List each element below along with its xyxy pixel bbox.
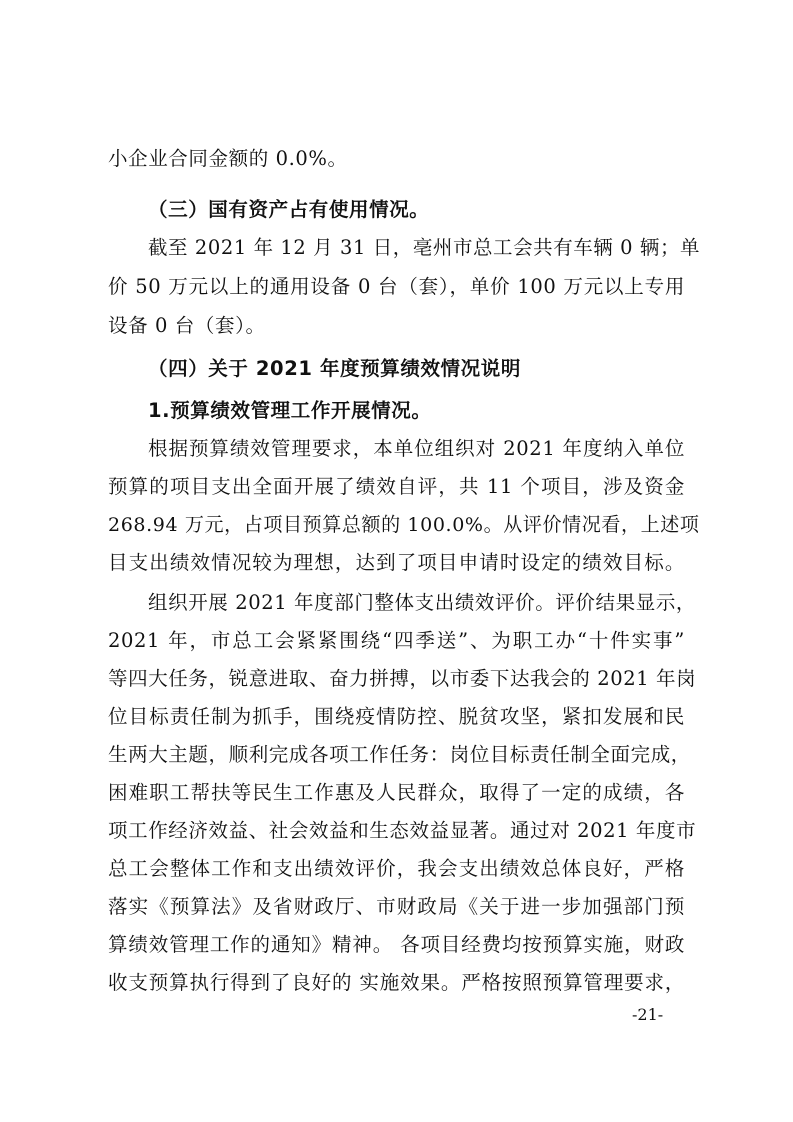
body-line: 目支出绩效情况较为理想，达到了项目申请时设定的绩效目标。 xyxy=(108,551,685,574)
body-line: 268.94 万元，占项目预算总额的 100.0%。从评价情况看，上述项 xyxy=(108,514,700,536)
section-heading: （四）关于 2021 年度预算绩效情况说明 xyxy=(148,357,521,380)
body-line: 位目标责任制为抓手，围绕疫情防控、脱贫攻坚，紧扣发展和民 xyxy=(108,705,685,728)
body-line: 项工作经济效益、社会效益和生态效益显著。通过对 2021 年度市 xyxy=(108,819,697,842)
body-line: 根据预算绩效管理要求，本单位组织对 2021 年度纳入单位 xyxy=(148,437,685,460)
body-line: 组织开展 2021 年度部门整体支出绩效评价。评价结果显示， xyxy=(148,591,697,614)
body-line: 设备 0 台（套）。 xyxy=(108,314,266,337)
body-line: 困难职工帮扶等民生工作惠及人民群众，取得了一定的成绩，各 xyxy=(108,781,685,804)
body-line: 价 50 万元以上的通用设备 0 台（套），单价 100 万元以上专用 xyxy=(108,275,685,298)
body-line: 收支预算执行得到了良好的 实施效果。严格按照预算管理要求， xyxy=(108,971,685,994)
body-line: 截至 2021 年 12 月 31 日，亳州市总工会共有车辆 0 辆；单 xyxy=(148,236,701,259)
subsection-heading: 1.预算绩效管理工作开展情况。 xyxy=(148,399,432,422)
body-line: 等四大任务，锐意进取、奋力拼搏，以市委下达我会的 2021 年岗 xyxy=(108,667,697,690)
page-number: -21- xyxy=(632,1005,664,1024)
section-heading: （三）国有资产占有使用情况。 xyxy=(148,198,430,221)
body-line: 落实《预算法》及省财政厅、市财政局《关于进一步加强部门预 xyxy=(108,895,685,918)
body-line: 2021 年，市总工会紧紧围绕“四季送”、为职工办“十件实事” xyxy=(108,629,685,652)
body-line: 预算的项目支出全面开展了绩效自评，共 11 个项目，涉及资金 xyxy=(108,475,685,498)
body-line: 小企业合同金额的 0.0%。 xyxy=(108,147,348,170)
body-line: 算绩效管理工作的通知》精神。 各项目经费均按预算实施，财政 xyxy=(108,933,685,956)
body-line: 生两大主题，顺利完成各项工作任务：岗位目标责任制全面完成， xyxy=(108,743,691,766)
body-line: 总工会整体工作和支出绩效评价，我会支出绩效总体良好，严格 xyxy=(108,857,685,880)
